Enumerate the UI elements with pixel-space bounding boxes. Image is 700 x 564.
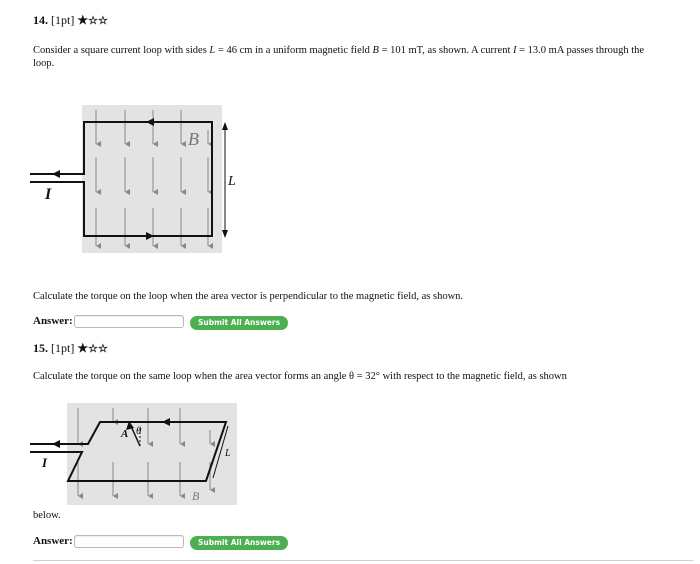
field-region	[82, 105, 222, 253]
q15-B-label: B	[192, 489, 200, 503]
q14-B-label: B	[188, 129, 199, 149]
star-empty-icon: ☆	[88, 15, 98, 27]
star-filled-icon: ★	[77, 341, 89, 355]
q15-I-label: I	[42, 455, 48, 470]
q15-theta-label: θ	[136, 425, 142, 437]
q15-prompt-continued: below.	[33, 510, 61, 521]
q15-answer-input[interactable]	[74, 535, 184, 548]
q14-difficulty-stars	[77, 13, 108, 27]
q15-figure	[30, 400, 245, 508]
q14-answer-label: Answer:	[33, 315, 73, 327]
q14-points: [1pt]	[51, 13, 75, 27]
star-empty-icon: ☆	[97, 15, 108, 27]
q14-header	[33, 13, 108, 28]
q14-figure	[30, 100, 250, 260]
q14-answer-input[interactable]	[74, 315, 184, 328]
section-divider	[33, 560, 693, 561]
q14-problem-text: Consider a square current loop with sides L = 46 cm in a uniform magnetic field B = 101 mT, as shown. A current I = 13.0 mA passes through the loop.	[33, 45, 645, 69]
q14-L-label: L	[228, 174, 236, 189]
star-empty-icon: ☆	[88, 343, 98, 355]
star-empty-icon: ☆	[97, 343, 108, 355]
q15-points: [1pt]	[51, 341, 75, 355]
q14-number: 14.	[33, 13, 48, 27]
q15-header	[33, 341, 108, 356]
q15-number: 15.	[33, 341, 48, 355]
current-arrow-lead	[52, 170, 60, 178]
q15-A-label: A	[121, 428, 129, 440]
field-region	[67, 403, 237, 505]
q14-submit-button[interactable]: Submit All Answers	[190, 316, 288, 330]
current-arrow-lead	[52, 440, 60, 448]
q15-submit-button[interactable]: Submit All Answers	[190, 536, 288, 550]
q14-prompt: Calculate the torque on the loop when the area vector is perpendicular to the magnetic field, as shown.	[33, 291, 464, 302]
q15-answer-label: Answer:	[33, 535, 73, 547]
q14-I-label: I	[45, 186, 52, 203]
star-filled-icon: ★	[77, 13, 89, 27]
q15-prompt: Calculate the torque on the same loop when the area vector forms an angle θ = 32° with respect to the magnetic field, as shown	[33, 371, 567, 382]
q15-L-label: L	[225, 448, 231, 459]
q15-difficulty-stars	[77, 341, 108, 355]
